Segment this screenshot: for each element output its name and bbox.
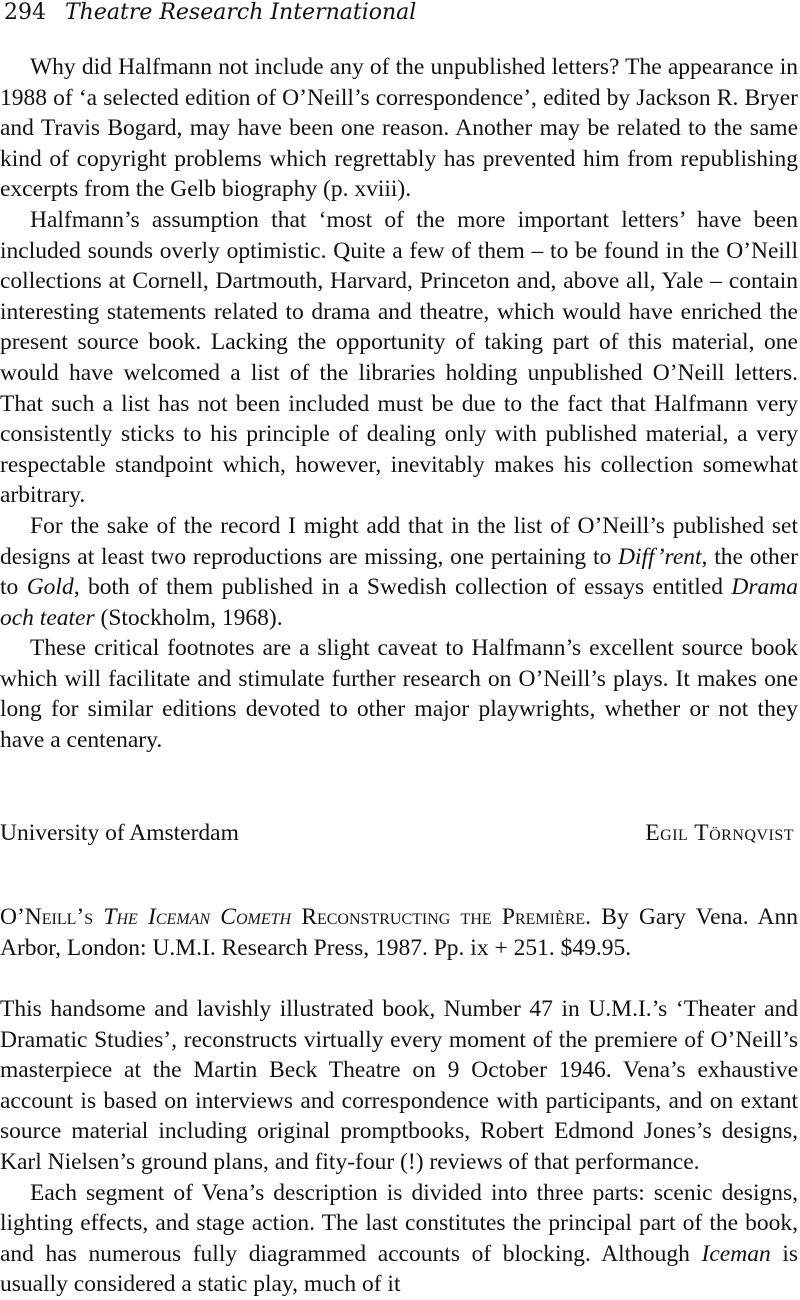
reviewer-name: Egil Törnqvist [645, 820, 794, 846]
paragraph [0, 511, 798, 633]
italic-title: Drama och teater [0, 574, 799, 631]
text-run: , the other to [0, 543, 798, 601]
heading-author: O’Neill’s [0, 904, 94, 930]
paragraph: These critical footnotes are a slight caveat to Halfmann’s excellent source book which will facilitate and stimulate further research on O’Neill’s plays. It makes one long for similar editions devoted to other major playwrights, whether or not they have a centenary. [0, 635, 798, 754]
paragraph: Halfmann’s assumption that ‘most of the more important letters’ have been included sounds overly optimistic. Quite a few of them – to be found in the O’Neill collections at Cornell, Dartmouth, Harvard, Princeton and, above all, Yale – contain interesting statements related to drama and theatre, which would have enriched the present source book. Lacking the opportunity of taking part of this material, one would have welcomed a list of the libraries holding unpublished O’Neill letters. That such a list has not been included must be due to the fact that Halfmann very consistently sticks to his principle of dealing only with published material, a very respectable standpoint which, however, inevitably makes his collection somewhat arbitrary. [0, 206, 798, 509]
heading-title: The Iceman Cometh [103, 904, 292, 930]
heading-details: By Gary Vena. Ann Arbor, London: U.M.I. Research Press, 1987. Pp. ix + 251. $49.95. [0, 904, 798, 961]
affiliation: University of Amsterdam [0, 820, 239, 846]
page-number: 294 [4, 0, 46, 25]
running-header [4, 0, 416, 26]
heading-subtitle: Reconstructing the Première. [301, 904, 592, 930]
text-run: Each segment of Vena’s description is divided into three parts: scenic designs, lighting effects, and stage action. The last constitutes the principal part of the book, and has numerous fully diagrammed accounts of blocking. Although [0, 1179, 798, 1267]
review-two-body [0, 994, 798, 1300]
text-run: (Stockholm, 1968). [94, 604, 283, 631]
journal-title: Theatre Research International [65, 0, 417, 25]
text-run: is usually considered a static play, much of it [0, 1240, 798, 1298]
text-run: For the sake of the record I might add that in the list of O’Neill’s published set designs at least two reproductions are missing, one pertaining to [0, 512, 798, 570]
paragraph [0, 1178, 798, 1300]
review-two-heading [0, 902, 798, 963]
paragraph: Why did Halfmann not include any of the unpublished letters? The appearance in 1988 of ‘a selected edition of O’Neill’s correspondence’, edited by Jackson R. Bryer and Travis Bogard, may have been one reason. Another may be related to the same kind of copyright problems which regrettably has prevented him from republishing excerpts from the Gelb biography (p. xviii). [0, 54, 798, 203]
italic-title: Iceman [701, 1240, 771, 1267]
review-one-body [0, 52, 798, 756]
italic-title: Diff’rent [618, 543, 702, 570]
italic-title: Gold [26, 574, 74, 601]
text-run: , both of them published in a Swedish collection of essays entitled [73, 574, 732, 601]
paragraph: This handsome and lavishly illustrated book, Number 47 in U.M.I.’s ‘Theater and Dramatic Studies’, reconstructs virtually every moment of the premiere of O’Neill’s masterpiece at the Martin Beck Theatre on 9 October 1946. Vena’s exhaustive account is based on interviews and correspondence with participants, and on extant source material including original promptbooks, Robert Edmond Jones’s designs, Karl Nielsen’s ground plans, and fity-four (!) reviews of that performance. [0, 996, 798, 1175]
